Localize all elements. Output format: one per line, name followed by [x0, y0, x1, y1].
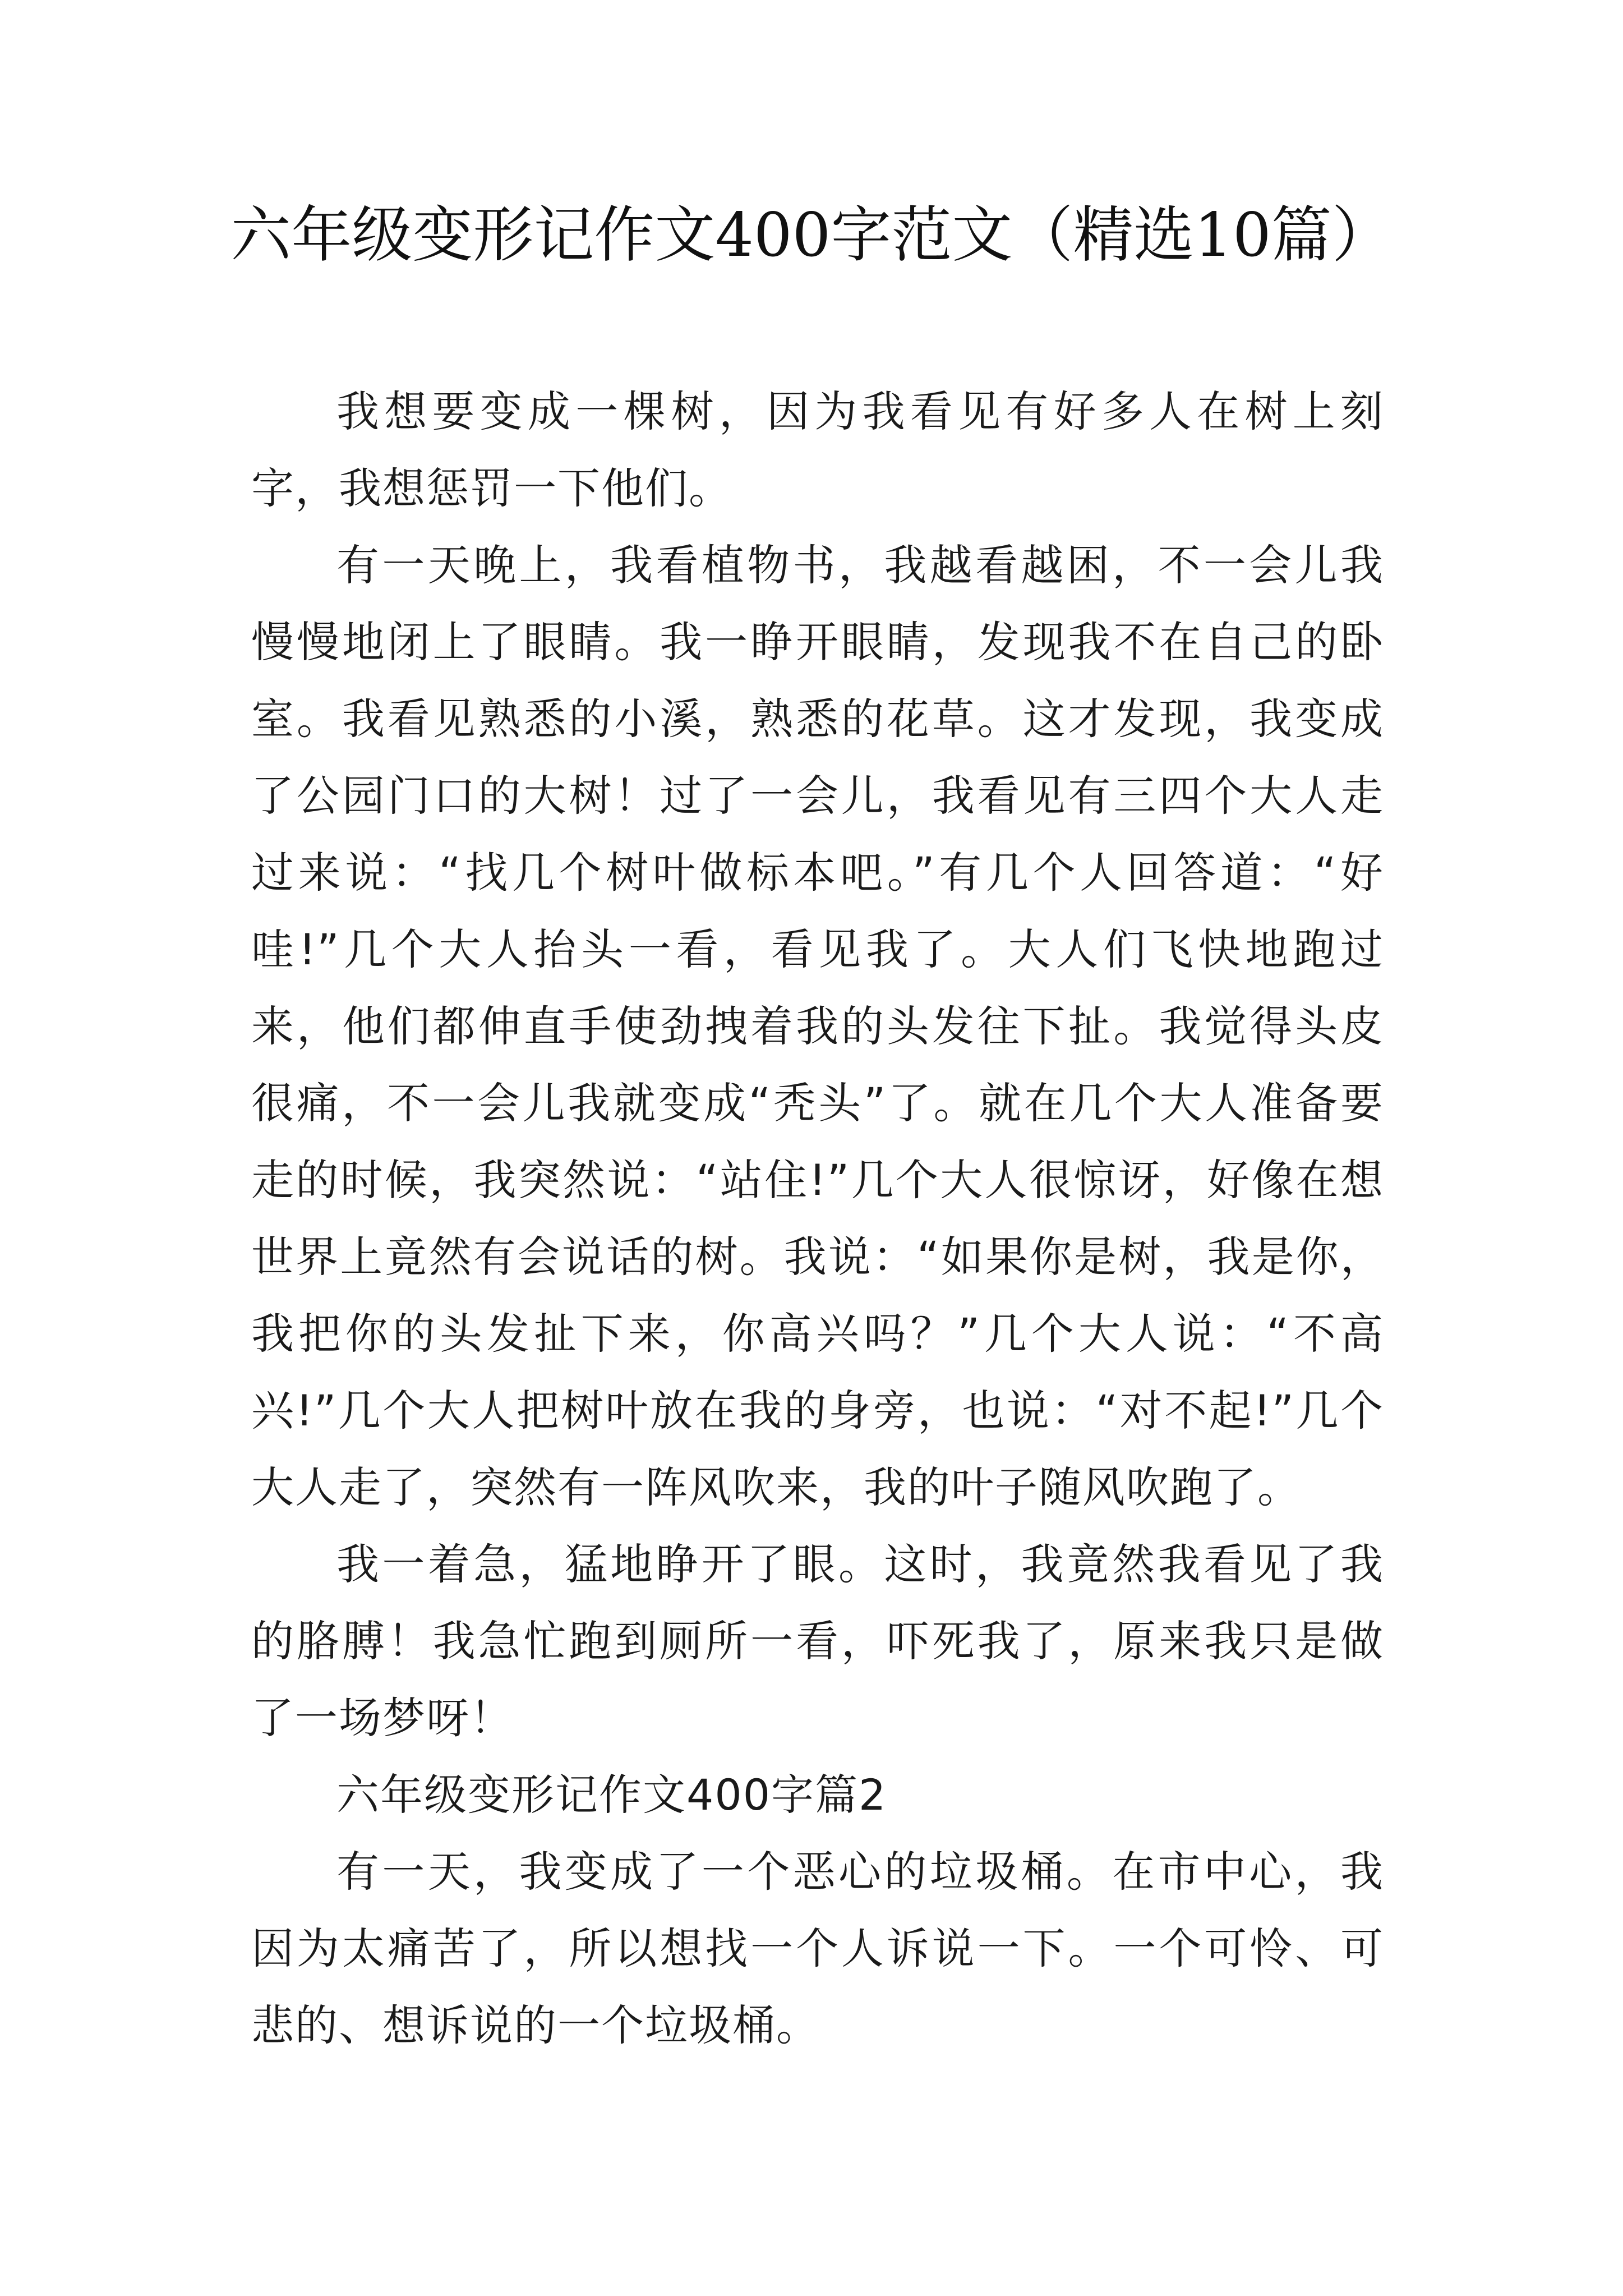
paragraph-ending: 我一着急，猛地睁开了眼。这时，我竟然我看见了我的胳膊！我急忙跑到厕所一看，吓死我了，原来我只是做了一场梦呀！ — [251, 1539, 1384, 1743]
document-title: 六年级变形记作文400字范文（精选10篇） — [230, 200, 1393, 270]
paragraph-essay-2: 有一天，我变成了一个恶心的垃圾桶。在市中心，我因为太痛苦了，所以想找一个人诉说一下。一个可怜、可悲的、想诉说的一个垃圾桶。 — [251, 1847, 1384, 2050]
section-heading: 六年级变形记作文400字篇2 — [336, 1770, 887, 1820]
paragraph-story: 有一天晚上，我看植物书，我越看越困，不一会儿我慢慢地闭上了眼睛。我一睁开眼睛，发现我不在自己的卧室。我看见熟悉的小溪，熟悉的花草。这才发现，我变成了公园门口的大树！过了一会儿，我看见有三四个大人走过来说：“找几个树叶做标本吧。”有几个人回答道：“好哇!”几个大人抬头一看，看见我了。大人们飞快地跑过来，他们都伸直手使劲拽着我的头发往下扯。我觉得头皮很痛，不一会儿我就变成“秃头”了。就在几个大人准备要走的时候，我突然说：“站住!”几个大人很惊讶，好像在想世界上竟然有会说话的树。我说：“如果你是树，我是你，我把你的头发扯下来，你高兴吗？”几个大人说：“不高兴!”几个大人把树叶放在我的身旁，也说：“对不起!”几个大人走了，突然有一阵风吹来，我的叶子随风吹跑了。 — [251, 540, 1384, 1512]
paragraph-intro: 我想要变成一棵树，因为我看见有好多人在树上刻字，我想惩罚一下他们。 — [251, 386, 1384, 513]
document-body — [251, 373, 1384, 2064]
